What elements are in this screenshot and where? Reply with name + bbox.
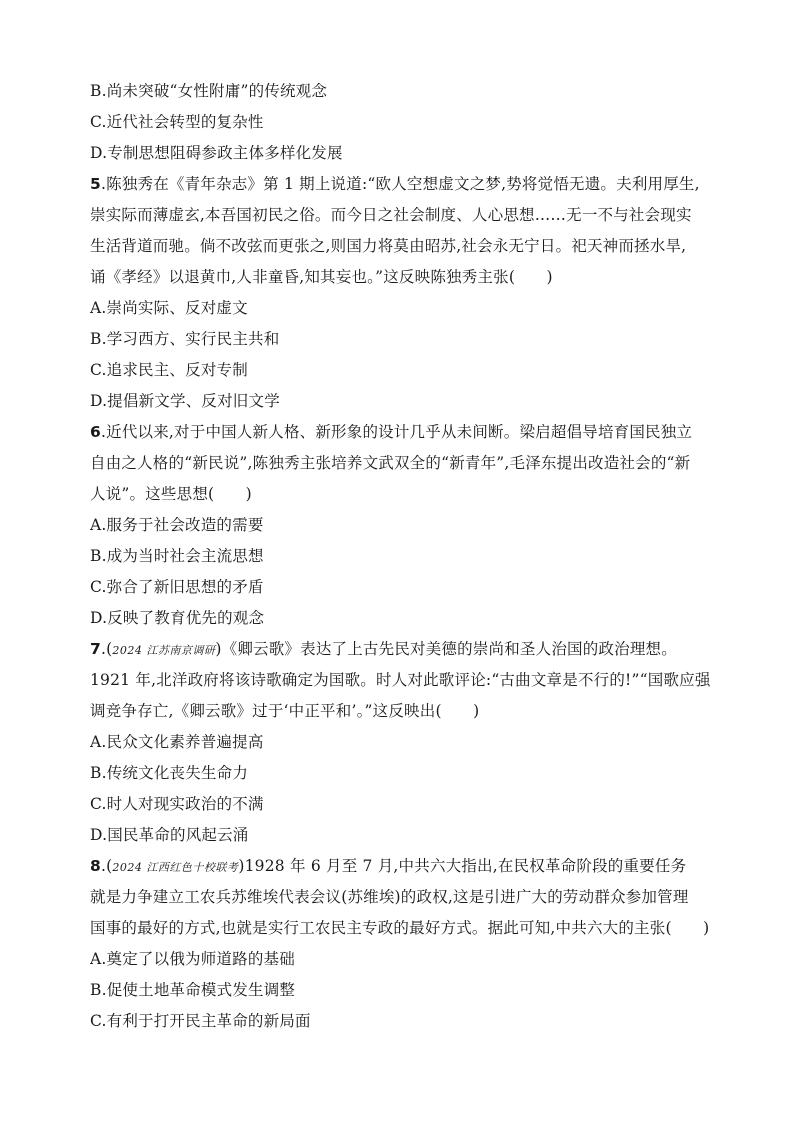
option-b: B.学习西方、实行民主共和 <box>90 330 280 348</box>
question-stem-line: 自由之人格的“新民说”,陈独秀主张培养文武双全的“新青年”,毛泽东提出改造社会的“新 <box>90 454 691 472</box>
question-source: 2024 江苏南京调研 <box>112 644 216 657</box>
question-stem-line: 7.(2024 江苏南京调研)《卿云歌》表达了上古先民对美德的崇尚和圣人治国的政治理想。 <box>90 640 677 658</box>
question-source: 2024 江西红色十校联考 <box>112 861 239 874</box>
question-stem-line: 人说”。这些思想( ) <box>90 485 252 503</box>
question-4-options <box>90 76 714 169</box>
question-stem-line: 8.(2024 江西红色十校联考)1928 年 6 月至 7 月,中共六大指出,在民权革命阶段的重要任务 <box>90 857 687 875</box>
question-7 <box>90 634 714 851</box>
question-stem-line: 诵《孝经》以退黄巾,人非童昏,知其妄也。”这反映陈独秀主张( ) <box>90 268 553 286</box>
option-c: C.时人对现实政治的不满 <box>90 795 264 813</box>
option-a: A.民众文化素养普遍提高 <box>90 733 264 751</box>
question-5 <box>90 169 714 417</box>
option-d: D.反映了教育优先的观念 <box>90 609 265 627</box>
option-b: B.成为当时社会主流思想 <box>90 547 264 565</box>
exam-page <box>90 76 714 1037</box>
question-stem-line: 生活背道而驰。倘不改弦而更张之,则国力将莫由昭苏,社会永无宁日。祀天神而拯水旱, <box>90 237 687 255</box>
question-6 <box>90 417 714 634</box>
question-number: 7 <box>90 640 101 658</box>
option-c: C.追求民主、反对专制 <box>90 361 248 379</box>
question-number: 5 <box>90 175 101 193</box>
question-number: 6 <box>90 423 101 441</box>
option-d: D.专制思想阻碍参政主体多样化发展 <box>90 144 343 162</box>
question-stem-line: 调竞争存亡,《卿云歌》过于‘中正平和’。”这反映出( ) <box>90 702 480 720</box>
question-stem-line: 就是力争建立工农兵苏维埃代表会议(苏维埃)的政权,这是引进广大的劳动群众参加管理 <box>90 888 689 906</box>
question-stem-line: 1921 年,北洋政府将该诗歌确定为国歌。时人对此歌评论:“古曲文章是不行的!”“国歌应强 <box>90 671 711 689</box>
question-stem-line: 崇实际而薄虚玄,本吾国初民之俗。而今日之社会制度、人心思想……无一不与社会现实 <box>90 206 692 224</box>
option-b: B.促使土地革命模式发生调整 <box>90 981 296 999</box>
question-8 <box>90 851 714 1037</box>
question-stem-line: 6.近代以来,对于中国人新人格、新形象的设计几乎从未间断。梁启超倡导培育国民独立 <box>90 423 693 441</box>
option-b: B.尚未突破“女性附庸”的传统观念 <box>90 82 328 100</box>
question-stem-line: 5.陈独秀在《青年杂志》第 1 期上说道:“欧人空想虚文之梦,势将觉悟无遗。夫利用厚生, <box>90 175 700 193</box>
question-number: 8 <box>90 857 101 875</box>
option-a: A.奠定了以俄为师道路的基础 <box>90 950 295 968</box>
option-b: B.传统文化丧失生命力 <box>90 764 249 782</box>
option-c: C.有利于打开民主革命的新局面 <box>90 1012 311 1030</box>
option-a: A.崇尚实际、反对虚文 <box>90 299 248 317</box>
option-a: A.服务于社会改造的需要 <box>90 516 264 534</box>
question-stem-line: 国事的最好的方式,也就是实行工农民主专政的最好方式。据此可知,中共六大的主张( ) <box>90 919 710 937</box>
option-c: C.近代社会转型的复杂性 <box>90 113 264 131</box>
option-d: D.提倡新文学、反对旧文学 <box>90 392 280 410</box>
option-c: C.弥合了新旧思想的矛盾 <box>90 578 264 596</box>
option-d: D.国民革命的风起云涌 <box>90 826 249 844</box>
